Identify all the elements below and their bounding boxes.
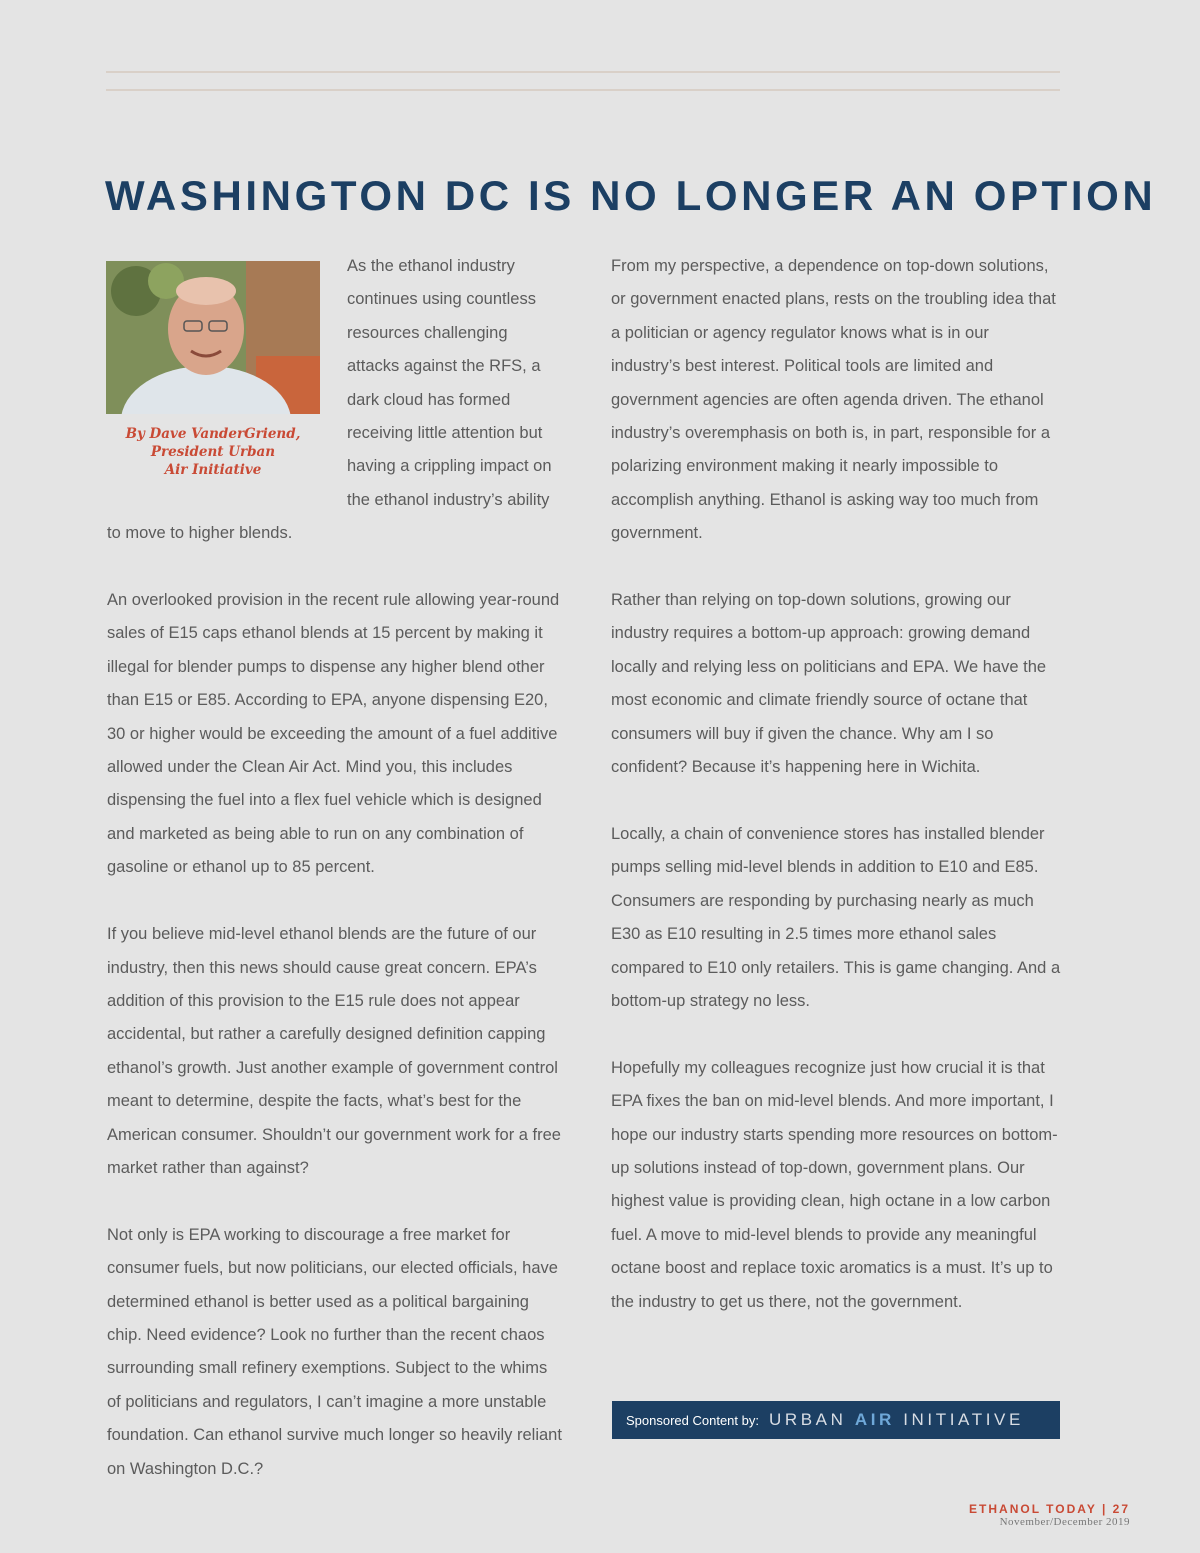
author-box <box>106 261 320 489</box>
author-portrait-icon <box>106 261 320 414</box>
byline-line: By Dave VanderGriend, <box>125 426 301 442</box>
article-paragraph: From my perspective, a dependence on top-down solutions, or government enacted plans, rests on the troubling idea that a politician or agency regulator knows what is in our industry’s best interest. Political tools are limited and government agencies are often agenda driven. The ethanol industry’s overemphasis on both is, in part, responsible for a polarizing environment making it nearly impossible to accomplish anything. Ethanol is asking way too much from government. <box>611 257 1056 543</box>
sponsor-banner <box>612 1401 1060 1439</box>
article-paragraph: Hopefully my colleagues recognize just how crucial it is that EPA fixes the ban on mid-level blends. And more important, I hope our industry starts spending more resources on bottom-up solutions instead of top-down, government plans. Our highest value is providing clean, high octane in a low carbon fuel. A move to mid-level blends to provide any meaningful octane boost and replace toxic aromatics is a must. It’s up to the industry to get us there, not the government. <box>611 1058 1058 1311</box>
article-paragraph: Rather than relying on top-down solutions, growing our industry requires a bottom-up approach: growing demand locally and relying less on politicians and EPA. We have the most economic and climate friendly source of octane that consumers will buy if given the chance. Why am I so confident? Because it’s happening here in Wichita. <box>611 591 1047 777</box>
magazine-page-number: ETHANOL TODAY | 27 <box>969 1502 1130 1516</box>
issue-date: November/December 2019 <box>999 1516 1130 1528</box>
logo-text: URBAN <box>768 1410 855 1429</box>
right-column <box>611 250 1061 1352</box>
article-paragraph: As the ethanol industry continues using countless resources challenging attacks against the RFS, a dark cloud has formed receiving little attention but having a crippling impact on the ethanol industry’s ability to move to higher blends. <box>107 257 552 543</box>
article-paragraph: If you believe mid-level ethanol blends are the future of our industry, then this news should cause great concern. EPA’s addition of this provision to the E15 rule does not appear accidental, but rather a carefully designed definition capping ethanol’s growth. Just another example of government control meant to determine, despite the facts, what’s best for the American consumer. Shouldn’t our government work for a free market rather than against? <box>107 925 561 1177</box>
byline-line: President Urban <box>150 444 276 460</box>
article-paragraph: An overlooked provision in the recent rule allowing year-round sales of E15 caps ethanol blends at 15 percent by making it illegal for blender pumps to dispense any higher blend other than E15 or E85. According to EPA, anyone dispensing E20, 30 or higher would be exceeding the amount of a fuel additive allowed under the Clean Air Act. Mind you, this includes dispensing the fuel into a flex fuel vehicle which is designed and marketed as being able to run on any combination of gasoline or ethanol up to 85 percent. <box>107 591 560 877</box>
urban-air-initiative-logo <box>769 1410 1024 1430</box>
page-footer <box>969 1502 1130 1528</box>
logo-text: INITIATIVE <box>894 1410 1024 1429</box>
top-rule-second <box>106 89 1060 91</box>
author-photo <box>106 261 320 414</box>
article-paragraph: Locally, a chain of convenience stores has installed blender pumps selling mid-level blends in addition to E10 and E85. Consumers are responding by purchasing nearly as much E30 as E10 resulting in 2.5 times more ethanol sales compared to E10 only retailers. This is game changing. And a bottom-up strategy no less. <box>611 824 1061 1010</box>
article-paragraph: Not only is EPA working to discourage a free market for consumer fuels, but now politicians, our elected officials, have determined ethanol is better used as a political bargaining chip. Need evidence? Look no further than the recent chaos surrounding small refinery exemptions. Subject to the whims of politicians and regulators, I can’t imagine a more unstable foundation. Can ethanol survive much longer so heavily reliant on Washington D.C.? <box>107 1225 562 1478</box>
left-column <box>107 250 562 1519</box>
author-byline <box>106 425 320 479</box>
byline-line: Air Initiative <box>164 462 262 478</box>
top-rule <box>106 71 1060 73</box>
logo-text-air: AIR <box>854 1410 895 1429</box>
sponsor-label: Sponsored Content by: <box>626 1412 759 1428</box>
article-title: WASHINGTON DC IS NO LONGER AN OPTION <box>105 172 1157 219</box>
